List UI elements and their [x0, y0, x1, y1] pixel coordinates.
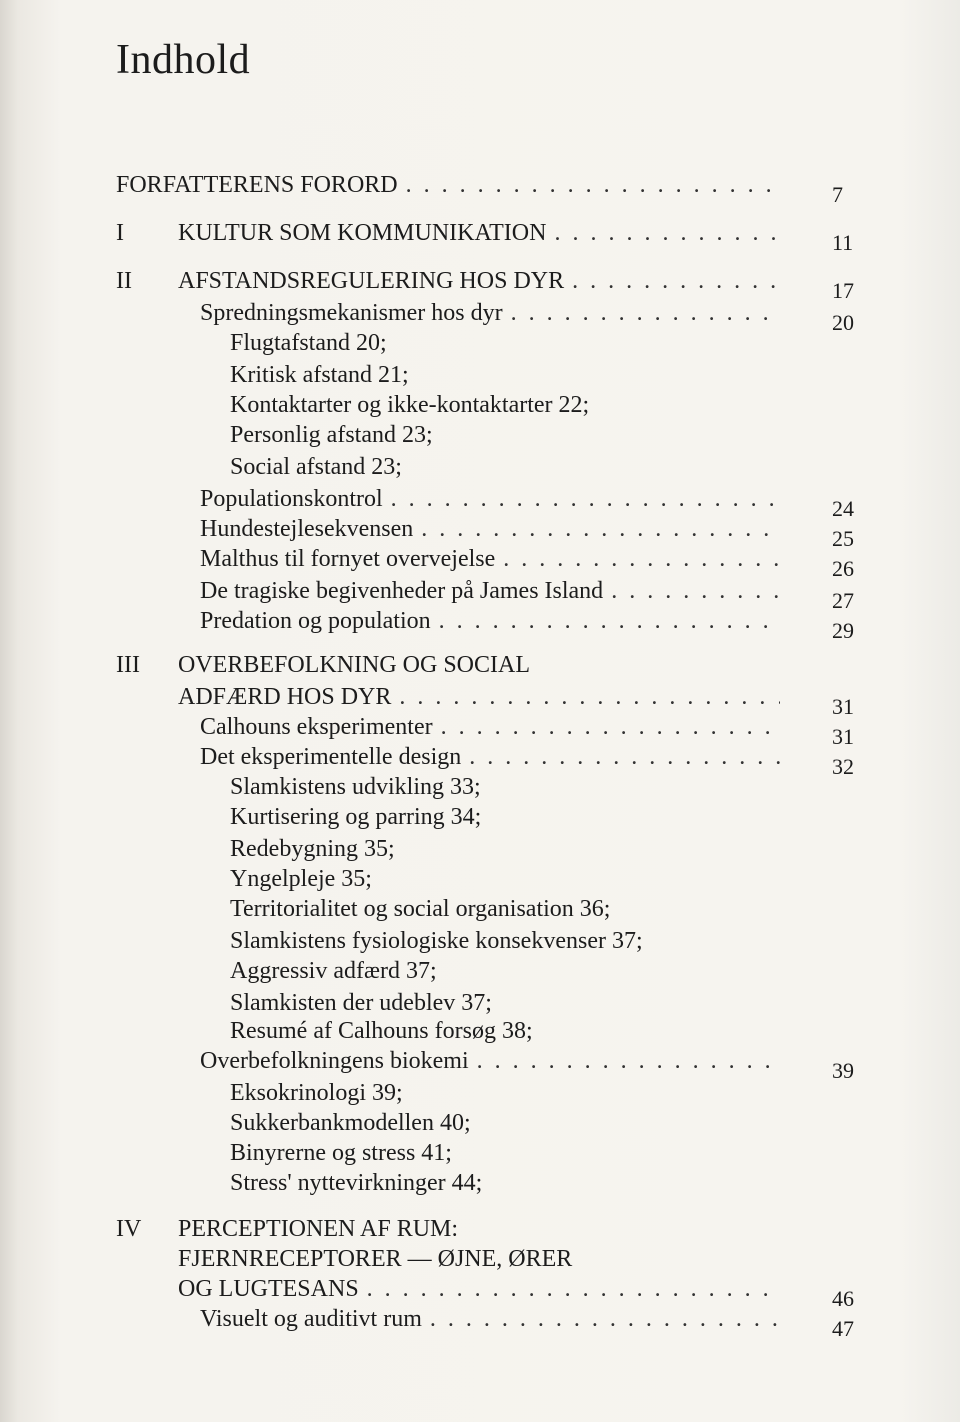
dot-leader [477, 1046, 780, 1076]
toc-entry [178, 266, 780, 296]
dot-leader [367, 1274, 780, 1304]
toc-entry-label: Sukkerbankmodellen 40; [230, 1110, 471, 1136]
toc-entry-label: Slamkistens fysiologiske konsekvenser 37; [230, 928, 643, 954]
chapter-number: I [116, 220, 124, 246]
page-number: 11 [832, 230, 854, 255]
toc-entry-label: Predation og population [200, 608, 431, 634]
page-number: 26 [832, 556, 854, 581]
toc-entry [230, 328, 820, 358]
toc-entry [200, 712, 780, 742]
toc-entry-label: Slamkisten der udeblev 37; [230, 990, 492, 1016]
toc-entry-label: FJERNRECEPTORER — ØJNE, ØRER [178, 1246, 573, 1272]
chapter-number: III [116, 652, 140, 678]
toc-entry [178, 1214, 820, 1244]
page-number: 31 [832, 724, 854, 749]
page-number: 17 [832, 278, 854, 303]
toc-entry-label: Personlig afstand 23; [230, 422, 433, 448]
toc-entry-label: Det eksperimentelle design [200, 744, 462, 770]
dot-leader [406, 170, 780, 200]
toc-entry [230, 988, 820, 1018]
toc-entry-label: De tragiske begivenheder på James Island [200, 578, 604, 604]
toc-entry-label: Binyrerne og stress 41; [230, 1140, 452, 1166]
toc-entry-label: Populationskontrol [200, 486, 383, 512]
toc-entry [230, 1138, 820, 1168]
toc-entry [200, 742, 780, 772]
dot-leader [511, 298, 780, 328]
toc-entry-label: Aggressiv adfærd 37; [230, 958, 437, 984]
dot-leader [399, 682, 780, 712]
toc-entry-label: Resumé af Calhouns forsøg 38; [230, 1018, 533, 1044]
toc-entry-label: Malthus til fornyet overvejelse [200, 546, 496, 572]
page-number: 46 [832, 1286, 854, 1311]
dot-leader [554, 218, 780, 248]
toc-entry [116, 170, 780, 200]
page-number: 39 [832, 1058, 854, 1083]
page-number: 25 [832, 526, 854, 551]
toc-entry [230, 1168, 820, 1198]
toc-entry [200, 514, 780, 544]
chapter-number: II [116, 268, 132, 294]
toc-entry-label: Kurtisering og parring 34; [230, 804, 482, 830]
toc-entry-label: AFSTANDSREGULERING HOS DYR [178, 268, 565, 294]
toc-entry [200, 544, 780, 574]
toc-entry [200, 606, 780, 636]
page-number: 29 [832, 618, 854, 643]
toc-entry [200, 1046, 780, 1076]
toc-entry [230, 864, 820, 894]
page-number: 24 [832, 496, 854, 521]
toc-entry-label: FORFATTERENS FORORD [116, 172, 398, 198]
toc-entry-label: Kritisk afstand 21; [230, 362, 409, 388]
toc-entry-label: Slamkistens udvikling 33; [230, 774, 481, 800]
dot-leader [469, 742, 780, 772]
dot-leader [439, 606, 780, 636]
toc-entry-label: Redebygning 35; [230, 836, 395, 862]
toc-entry-label: Social afstand 23; [230, 454, 402, 480]
dot-leader [430, 1304, 780, 1334]
toc-entry [230, 360, 820, 390]
page-number: 47 [832, 1316, 854, 1341]
toc-entry-label: Hundestejlesekvensen [200, 516, 414, 542]
toc-entry-label: KULTUR SOM KOMMUNIKATION [178, 220, 547, 246]
toc-entry [178, 1244, 820, 1274]
page-number: 20 [832, 310, 854, 335]
toc-entry [230, 420, 820, 450]
dot-leader [503, 544, 780, 574]
toc-entry-label: Territorialitet og social organisation 36; [230, 896, 611, 922]
toc-entry-label: Stress' nyttevirkninger 44; [230, 1170, 483, 1196]
dot-leader [572, 266, 780, 296]
toc-entry-label: Overbefolkningens biokemi [200, 1048, 469, 1074]
toc-entry [230, 390, 820, 420]
dot-leader [391, 484, 780, 514]
toc-entry [230, 802, 820, 832]
toc-entry [178, 218, 780, 248]
toc-entry-label: Calhouns eksperimenter [200, 714, 433, 740]
toc-entry-label: Kontaktarter og ikke-kontaktarter 22; [230, 392, 590, 418]
page-number: 27 [832, 588, 854, 613]
dot-leader [441, 712, 780, 742]
toc-entry [230, 956, 820, 986]
toc-entry-label: ADFÆRD HOS DYR [178, 684, 392, 710]
toc-entry-label: Visuelt og auditivt rum [200, 1306, 422, 1332]
toc-entry [230, 1108, 820, 1138]
toc-entry [178, 682, 780, 712]
toc-entry [230, 772, 820, 802]
chapter-number: IV [116, 1216, 142, 1242]
toc-entry [230, 1078, 820, 1108]
toc-entry [200, 298, 780, 328]
toc-entry [230, 894, 820, 924]
toc-entry-label: PERCEPTIONEN AF RUM: [178, 1216, 459, 1242]
toc-entry-label: Spredningsmekanismer hos dyr [200, 300, 503, 326]
toc-entry [178, 650, 820, 680]
page-title: Indhold [116, 37, 251, 83]
toc-entry [230, 452, 820, 482]
page-number: 7 [832, 182, 843, 207]
toc-entry-label: Eksokrinologi 39; [230, 1080, 403, 1106]
toc-entry-label: OVERBEFOLKNING OG SOCIAL [178, 652, 530, 678]
page-number: 32 [832, 754, 854, 779]
toc-entry [230, 1016, 820, 1046]
page-number: 31 [832, 694, 854, 719]
toc-entry [230, 926, 820, 956]
dot-leader [611, 576, 780, 606]
toc-entry-label: OG LUGTESANS [178, 1276, 359, 1302]
dot-leader [421, 514, 780, 544]
toc-entry [178, 1274, 780, 1304]
toc-entry-label: Flugtafstand 20; [230, 330, 387, 356]
toc-entry [200, 1304, 780, 1334]
toc-entry [200, 484, 780, 514]
toc-entry-label: Yngelpleje 35; [230, 866, 372, 892]
toc-entry [230, 834, 820, 864]
toc-entry [200, 576, 780, 606]
